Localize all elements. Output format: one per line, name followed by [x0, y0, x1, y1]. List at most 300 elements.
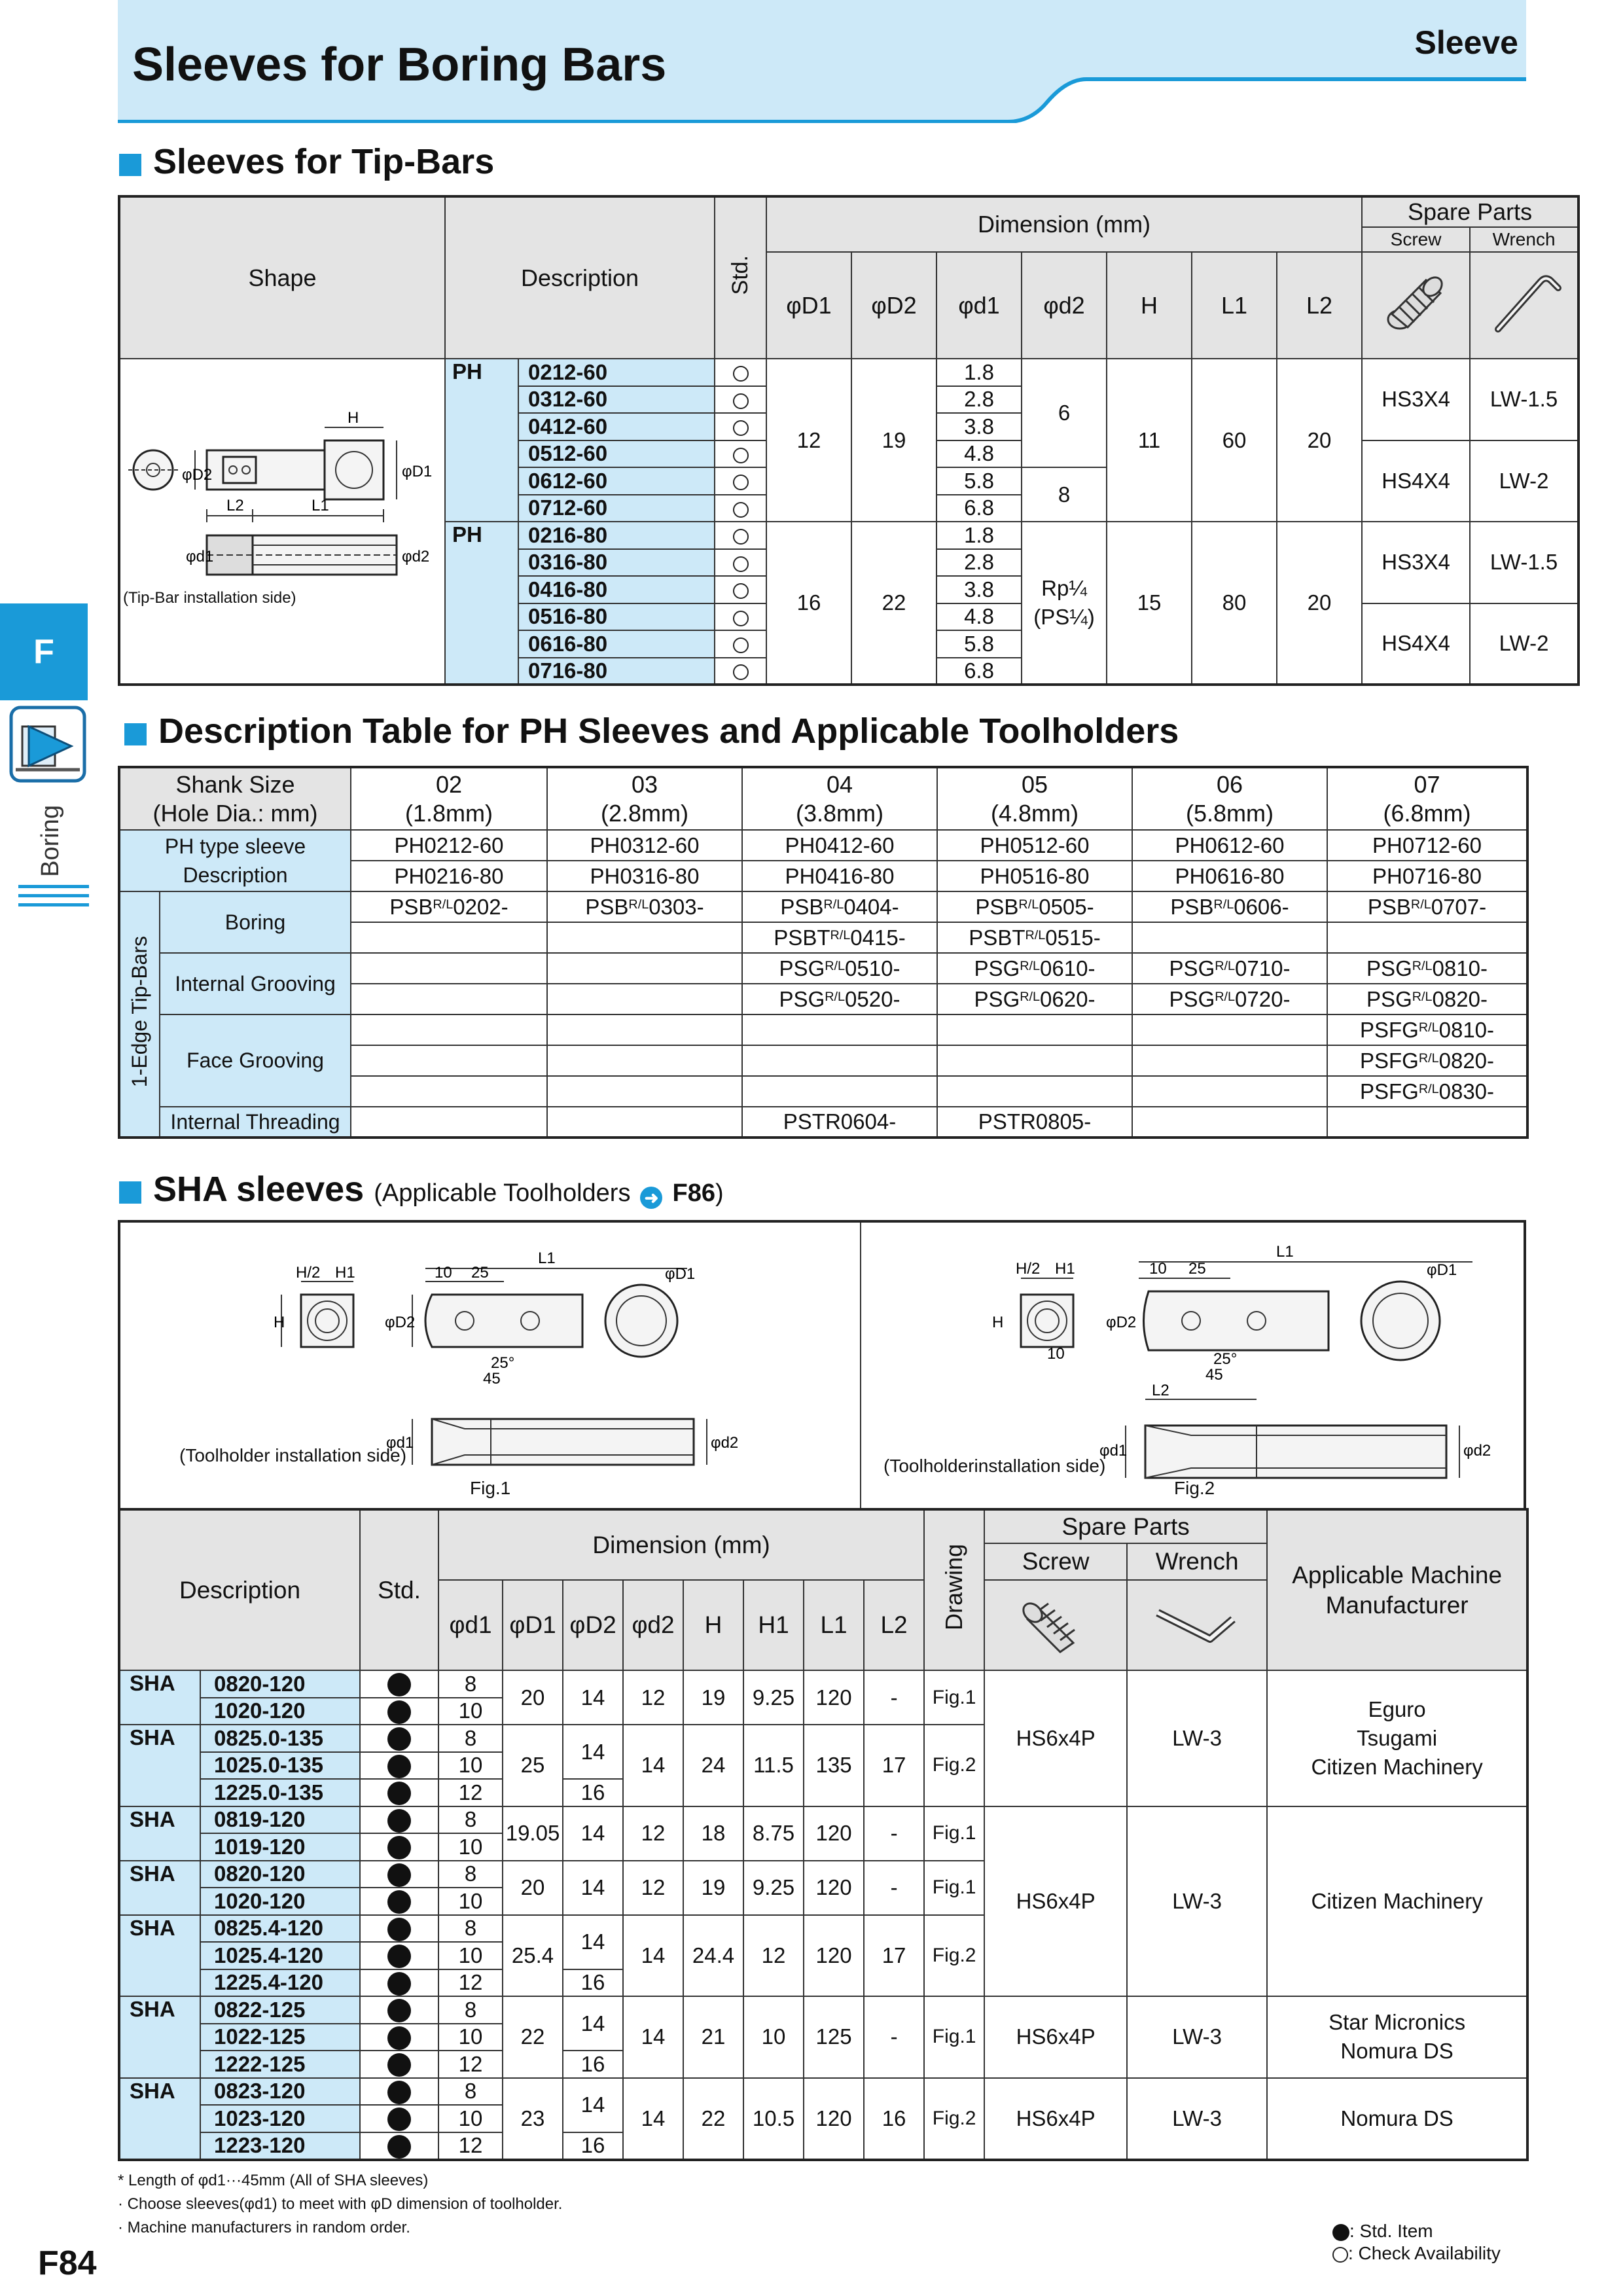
fig-label-d2: φd2: [402, 548, 430, 565]
heading-square-icon: [124, 723, 147, 745]
dim-d1: 10: [438, 2105, 503, 2132]
toolholder-code-prefix: PSG: [1366, 986, 1412, 1011]
heading-square-icon: [119, 154, 141, 176]
ph-code: PH0212-60: [351, 830, 547, 861]
machine-name: Nomura DS: [1340, 2106, 1454, 2130]
dim-D1: 25: [503, 1725, 563, 1806]
check-availability-icon: [1332, 2247, 1348, 2263]
ph-code: PH0512-60: [937, 830, 1132, 861]
dim-D2: 14: [563, 1670, 623, 1725]
check-availability-icon: [733, 664, 749, 680]
spare-wrench: LW-2: [1470, 603, 1578, 685]
series-prefix: PH: [445, 359, 518, 522]
fig2-label-L1: L1: [1276, 1243, 1294, 1261]
shank-size: [1132, 767, 1327, 830]
fig2-label-d1: φd1: [1099, 1442, 1128, 1460]
machine-name: Eguro: [1368, 1696, 1426, 1721]
toolholder-code: [742, 891, 937, 922]
spare-screw: HS6x4P: [984, 1806, 1127, 1997]
toolholder-code: [351, 922, 547, 953]
dim-d2: [1022, 522, 1107, 685]
page-number: F84: [38, 2244, 97, 2282]
dim-d2: 14: [623, 1915, 683, 1997]
dim-L2: 17: [864, 1915, 924, 1997]
dim-d2-value-alt: (PS¼): [1033, 605, 1095, 629]
sleeve-code: 0412-60: [518, 413, 715, 440]
sha-col-L1: L1: [804, 1580, 864, 1670]
header-banner: [118, 0, 1526, 123]
category-label: Sleeve: [1414, 24, 1518, 61]
dim-d1: 12: [438, 2051, 503, 2078]
fig1-label-D2: φD2: [385, 1314, 416, 1331]
legend: [1332, 2220, 1501, 2265]
toolholder-code-suffix: 0610-: [1040, 956, 1096, 980]
toolholder-code-prefix: PSG: [779, 986, 825, 1011]
shank-dia-value: (3.8mm): [796, 799, 883, 827]
fig1-label-25: 25: [471, 1264, 489, 1282]
fig1-label-H2: H/2: [296, 1264, 321, 1282]
drawing-ref: Fig.1: [924, 1670, 984, 1725]
fig2-label-D2: φD2: [1106, 1314, 1137, 1331]
dim-L2: -: [864, 1670, 924, 1725]
sha-col-machine: Applicable Machine Manufacturer: [1267, 1509, 1527, 1670]
hand-code: R/L: [628, 897, 649, 912]
wrench-icon: [1127, 1580, 1267, 1670]
it-label: Internal Threading: [160, 1107, 351, 1138]
dim-d1: 6.8: [936, 495, 1022, 522]
toolholder-code: [937, 891, 1132, 922]
sleeve-code: 0316-80: [518, 549, 715, 577]
std-mark: [360, 1833, 438, 1861]
spare-screw: HS4X4: [1362, 440, 1470, 522]
fg-row: [119, 1014, 1527, 1045]
std-mark: [360, 1969, 438, 1997]
dim-d2: 12: [623, 1806, 683, 1861]
std-mark: [715, 440, 766, 468]
toolholder-code-suffix: 0710-: [1235, 956, 1291, 980]
sleeve-code: 0825.4-120: [200, 1915, 360, 1943]
sha-col-d1: φd1: [438, 1580, 503, 1670]
dim-d1: 8: [438, 1861, 503, 1888]
dim-d1: 2.8: [936, 386, 1022, 414]
shank-label-line-1: Shank Size: [175, 770, 295, 798]
toolholder-code: [547, 891, 742, 922]
dim-D2: 16: [563, 1779, 623, 1806]
dim-d1: 10: [438, 1942, 503, 1969]
screw-icon: [984, 1580, 1127, 1670]
fig1-label-H1: H1: [335, 1264, 355, 1282]
shank-dia-value: (5.8mm): [1186, 799, 1274, 827]
fig1-caption: Fig.1: [470, 1478, 511, 1498]
toolholder-code-prefix: PSBT: [969, 925, 1026, 950]
toolholder-code-suffix: 0820-: [1438, 1048, 1495, 1073]
std-mark: [715, 522, 766, 549]
dim-d1: 1.8: [936, 359, 1022, 386]
dim-H: 21: [683, 1996, 743, 2078]
fig1-label-L1: L1: [538, 1249, 556, 1267]
std-mark: [360, 2078, 438, 2106]
sleeve-code: 1025.0-135: [200, 1752, 360, 1780]
col-d2: φd2: [1022, 252, 1107, 359]
dim-D2: 14: [563, 1725, 623, 1779]
toolholder-code: [1132, 953, 1327, 984]
toolholder-code: [351, 891, 547, 922]
drawing-ref: Fig.2: [924, 1915, 984, 1997]
std-item-icon: [387, 2053, 411, 2077]
toolholder-code: [1327, 953, 1527, 984]
std-item-icon: [387, 1782, 411, 1805]
shank-size: [742, 767, 937, 830]
toolholder-code-suffix: 0404-: [844, 894, 899, 919]
ph-code: PH0516-80: [937, 861, 1132, 891]
sleeve-code: 0616-80: [518, 630, 715, 658]
dim-d1: 4.8: [936, 603, 1022, 631]
sleeve-code: 1225.0-135: [200, 1779, 360, 1806]
check-availability-icon: [733, 475, 749, 490]
dim-H: 18: [683, 1806, 743, 1861]
toolholder-code: [937, 1045, 1132, 1076]
ph-code: PH0612-60: [1132, 830, 1327, 861]
dim-d1: 8: [438, 1806, 503, 1834]
toolholder-code: [1132, 922, 1327, 953]
ph-code: PH0412-60: [742, 830, 937, 861]
ig-row: [119, 953, 1527, 984]
dim-H: 11: [1107, 359, 1192, 522]
hand-code: R/L: [1410, 897, 1431, 912]
series-prefix: SHA: [119, 1996, 200, 2078]
sleeve-code: 0516-80: [518, 603, 715, 631]
toolholder-code-prefix: PSG: [1169, 986, 1215, 1011]
ph-code: PH0716-80: [1327, 861, 1527, 891]
col-dimension: Dimension (mm): [766, 196, 1362, 252]
col-H: H: [1107, 252, 1192, 359]
toolholder-code: [937, 922, 1132, 953]
dim-H: 19: [683, 1861, 743, 1915]
std-item-icon: [387, 1999, 411, 2022]
toolholder-code: [547, 1107, 742, 1138]
series-prefix: SHA: [119, 2078, 200, 2160]
dim-d1: 12: [438, 2132, 503, 2160]
footnotes: [118, 2169, 562, 2240]
dim-H: 24: [683, 1725, 743, 1806]
toolholder-code: [351, 1107, 547, 1138]
toolholder-code: [1132, 891, 1327, 922]
hand-code: R/L: [1215, 958, 1236, 973]
dim-d2-value: Rp¼: [1041, 576, 1087, 600]
boring-label: Boring: [160, 891, 351, 953]
sha-col-drawing: Drawing: [924, 1509, 984, 1670]
std-item-icon: [387, 1673, 411, 1696]
footnote-3: · Machine manufacturers in random order.: [118, 2219, 410, 2236]
dim-d1: 12: [438, 1969, 503, 1997]
fig2-label-H: H: [992, 1314, 1004, 1331]
ph-code: PH0316-80: [547, 861, 742, 891]
reference-arrow-icon[interactable]: ➜: [640, 1187, 662, 1209]
sha-col-description: Description: [119, 1509, 360, 1670]
fig2-label-D1: φD1: [1427, 1261, 1457, 1279]
dim-L2: 17: [864, 1725, 924, 1806]
std-item-icon: [387, 1918, 411, 1941]
std-mark: [360, 1915, 438, 1943]
sha-col-H1: H1: [743, 1580, 804, 1670]
shank-dia-value: (1.8mm): [405, 799, 493, 827]
std-mark: [715, 386, 766, 414]
toolholder-code: [742, 984, 937, 1014]
toolholder-code: [742, 922, 937, 953]
sleeve-code: 1019-120: [200, 1833, 360, 1861]
legend-check: : Check Availability: [1348, 2243, 1501, 2263]
sleeve-code: 1020-120: [200, 1888, 360, 1915]
fig2-label-H1: H1: [1055, 1260, 1075, 1278]
sleeve-code: 1225.4-120: [200, 1969, 360, 1997]
dim-d1: 12: [438, 1779, 503, 1806]
dim-L2: 20: [1277, 359, 1362, 522]
std-mark: [360, 1779, 438, 1806]
side-tab: [0, 603, 88, 700]
fig-label-L2: L2: [226, 497, 244, 514]
dim-d1: 5.8: [936, 630, 1022, 658]
dim-L1: 120: [804, 1670, 864, 1725]
toolholder-code: [1327, 1076, 1527, 1107]
table-row: [119, 2078, 1527, 2106]
sha-col-D2: φD2: [563, 1580, 623, 1670]
dim-d1: 3.8: [936, 576, 1022, 603]
hand-code: R/L: [1412, 989, 1433, 1004]
hand-code: R/L: [1020, 958, 1041, 973]
sha-heading: SHA sleeves (Applicable Toolholders ➜ F86): [119, 1169, 724, 1210]
toolholder-code-suffix: 0707-: [1431, 894, 1487, 919]
check-availability-icon: [733, 448, 749, 463]
toolholder-code-suffix: 0202-: [453, 894, 508, 919]
shank-size-value: 06: [1216, 770, 1243, 798]
dim-L2: 20: [1277, 522, 1362, 685]
shank-label-line-2: (Hole Dia.: mm): [152, 799, 318, 827]
toolholder-code: [1327, 984, 1527, 1014]
dim-H1: 10.5: [743, 2078, 804, 2160]
toolholder-code: [351, 984, 547, 1014]
sha-col-D1: φD1: [503, 1580, 563, 1670]
std-mark: [715, 576, 766, 603]
shank-size: [1327, 767, 1527, 830]
boring-icon: [9, 706, 86, 783]
sha-col-std: Std.: [360, 1509, 438, 1670]
fig2-note: (Toolholderinstallation side): [883, 1456, 1106, 1476]
dim-D1: 12: [766, 359, 851, 522]
dim-L1: 80: [1192, 522, 1277, 685]
sha-heading-note: (Applicable Toolholders: [374, 1179, 631, 1207]
ph-code: PH0216-80: [351, 861, 547, 891]
dim-d2: 14: [623, 1725, 683, 1806]
hand-code: R/L: [1418, 1050, 1439, 1066]
shank-size-value: 04: [826, 770, 853, 798]
hand-code: R/L: [823, 897, 844, 912]
col-spare: Spare Parts: [1362, 196, 1578, 227]
toolholder-code-suffix: 0510-: [845, 956, 901, 980]
side-stripes: [18, 885, 89, 906]
dim-H: 22: [683, 2078, 743, 2160]
drawing-ref: Fig.2: [924, 1725, 984, 1806]
fig1-label-H: H: [274, 1314, 285, 1331]
fig1-label-45: 45: [483, 1370, 501, 1388]
std-item-icon: [387, 2026, 411, 2050]
footnote-1: * Length of φd1···45mm (All of SHA sleeves): [118, 2172, 429, 2189]
hand-code: R/L: [1025, 927, 1046, 942]
drawing-ref: Fig.1: [924, 1996, 984, 2078]
description-table: [118, 766, 1529, 1139]
hand-code: R/L: [1418, 1020, 1439, 1035]
dim-H1: 11.5: [743, 1725, 804, 1806]
std-mark: [360, 1888, 438, 1915]
machine-name: Star Micronics: [1329, 2010, 1466, 2035]
col-screw: Screw: [1362, 227, 1470, 253]
fig2-label-angle: 25°: [1213, 1350, 1238, 1368]
spare-wrench: LW-2: [1470, 440, 1578, 522]
toolholder-code-suffix: 0520-: [845, 986, 901, 1011]
dim-H1: 9.25: [743, 1670, 804, 1725]
shank-size: [351, 767, 547, 830]
toolholder-code: [547, 1045, 742, 1076]
hand-code: R/L: [1213, 897, 1234, 912]
std-mark: [360, 2105, 438, 2132]
sha-col-screw: Screw: [984, 1543, 1127, 1580]
fig1-label-angle: 25°: [491, 1354, 515, 1372]
spare-wrench: LW-3: [1127, 2078, 1267, 2160]
shank-size: [937, 767, 1132, 830]
std-mark: [715, 630, 766, 658]
toolholder-code-prefix: PSFG: [1359, 1079, 1419, 1103]
std-mark: [715, 413, 766, 440]
hand-code: R/L: [825, 989, 846, 1004]
dim-D1: 23: [503, 2078, 563, 2160]
machine-manufacturer: [1267, 1670, 1527, 1806]
dim-d1: 5.8: [936, 467, 1022, 495]
sleeve-code: 1022-125: [200, 2024, 360, 2051]
std-mark: [360, 1725, 438, 1752]
dim-D2: 19: [851, 359, 936, 522]
toolholder-code: PSTR0805-: [937, 1107, 1132, 1138]
series-prefix: PH: [445, 522, 518, 685]
toolholder-code: [1132, 1014, 1327, 1045]
sleeve-code: 0216-80: [518, 522, 715, 549]
sleeve-code: 0612-60: [518, 467, 715, 495]
shank-size-label: [119, 767, 351, 830]
toolholder-code-prefix: PSFG: [1359, 1048, 1419, 1073]
heading-square-icon: [119, 1181, 141, 1204]
sleeve-code: 0716-80: [518, 658, 715, 685]
sha-figure-panel: [118, 1220, 1526, 1508]
dim-L2: -: [864, 1806, 924, 1861]
std-item-icon: [387, 2135, 411, 2159]
std-item-icon: [1332, 2224, 1349, 2241]
wrench-icon: [1470, 252, 1578, 359]
dim-D1: 20: [503, 1670, 563, 1725]
check-availability-icon: [733, 583, 749, 599]
dim-D1: 16: [766, 522, 851, 685]
sha-reference-link[interactable]: F86: [672, 1179, 715, 1207]
toolholder-code: [351, 953, 547, 984]
toolholder-code: [1327, 922, 1527, 953]
toolholder-code: [547, 953, 742, 984]
fig-label-L1: L1: [312, 497, 329, 514]
series-prefix: SHA: [119, 1725, 200, 1806]
shank-dia-value: (4.8mm): [991, 799, 1079, 827]
check-availability-icon: [733, 502, 749, 518]
ph-code: PH0312-60: [547, 830, 742, 861]
toolholder-code-prefix: PSB: [780, 894, 824, 919]
sleeve-code: 0819-120: [200, 1806, 360, 1834]
dim-D1: 25.4: [503, 1915, 563, 1997]
dim-H1: 10: [743, 1996, 804, 2078]
dim-D1: 22: [503, 1996, 563, 2078]
toolholder-code: [547, 984, 742, 1014]
desc-table-heading: Description Table for PH Sleeves and Applicable Toolholders: [124, 711, 1179, 751]
ph-code: PH0712-60: [1327, 830, 1527, 861]
std-item-icon: [387, 1809, 411, 1833]
std-item-icon: [387, 1890, 411, 1914]
toolholder-code-prefix: PSG: [974, 986, 1020, 1011]
toolholder-code-prefix: PSB: [1367, 894, 1411, 919]
machine-manufacturer: [1267, 2078, 1527, 2160]
std-item-icon: [387, 2108, 411, 2131]
hand-code: R/L: [825, 958, 846, 973]
dim-H1: 12: [743, 1915, 804, 1997]
std-mark: [360, 1942, 438, 1969]
fig2-label-H2: H/2: [1016, 1260, 1041, 1278]
std-mark: [360, 1752, 438, 1780]
ph-code: PH0416-80: [742, 861, 937, 891]
check-availability-icon: [733, 529, 749, 545]
machine-manufacturer: [1267, 1806, 1527, 1997]
fg-label: Face Grooving: [160, 1014, 351, 1107]
sleeve-code: 0822-125: [200, 1996, 360, 2024]
spare-screw: HS6x4P: [984, 1670, 1127, 1806]
hand-code: R/L: [433, 897, 454, 912]
dim-d1: 10: [438, 1833, 503, 1861]
toolholder-code: PSTR0604-: [742, 1107, 937, 1138]
sha-col-spare: Spare Parts: [984, 1509, 1267, 1543]
std-mark: [715, 495, 766, 522]
std-mark: [360, 2132, 438, 2160]
fig1-label-d2: φd2: [711, 1434, 739, 1452]
toolholder-code-suffix: 0820-: [1432, 986, 1488, 1011]
std-item-icon: [387, 2081, 411, 2104]
toolholder-code-prefix: PSG: [974, 956, 1020, 980]
sleeve-code: 0512-60: [518, 440, 715, 468]
dim-L2: -: [864, 1996, 924, 2078]
fig1-label-D1: φD1: [665, 1265, 696, 1283]
dim-D2: 16: [563, 2132, 623, 2160]
toolholder-code-prefix: PSB: [389, 894, 433, 919]
col-L1: L1: [1192, 252, 1277, 359]
machine-name: Citizen Machinery: [1311, 1754, 1483, 1779]
dim-d1: 8: [438, 1915, 503, 1943]
series-prefix: SHA: [119, 1915, 200, 1997]
dim-d2: 8: [1022, 467, 1107, 522]
dim-L1: 120: [804, 1806, 864, 1861]
dim-d2: 12: [623, 1670, 683, 1725]
std-item-icon: [387, 1863, 411, 1887]
dim-D2: 16: [563, 1969, 623, 1997]
spare-screw: HS4X4: [1362, 603, 1470, 685]
fig-label-H: H: [348, 409, 359, 427]
shank-size-value: 02: [435, 770, 463, 798]
dim-L1: 135: [804, 1725, 864, 1806]
toolholder-code: [547, 1014, 742, 1045]
dim-d1: 8: [438, 1670, 503, 1698]
dim-H: 24.4: [683, 1915, 743, 1997]
hand-code: R/L: [1412, 958, 1433, 973]
std-item-icon: [387, 1972, 411, 1996]
